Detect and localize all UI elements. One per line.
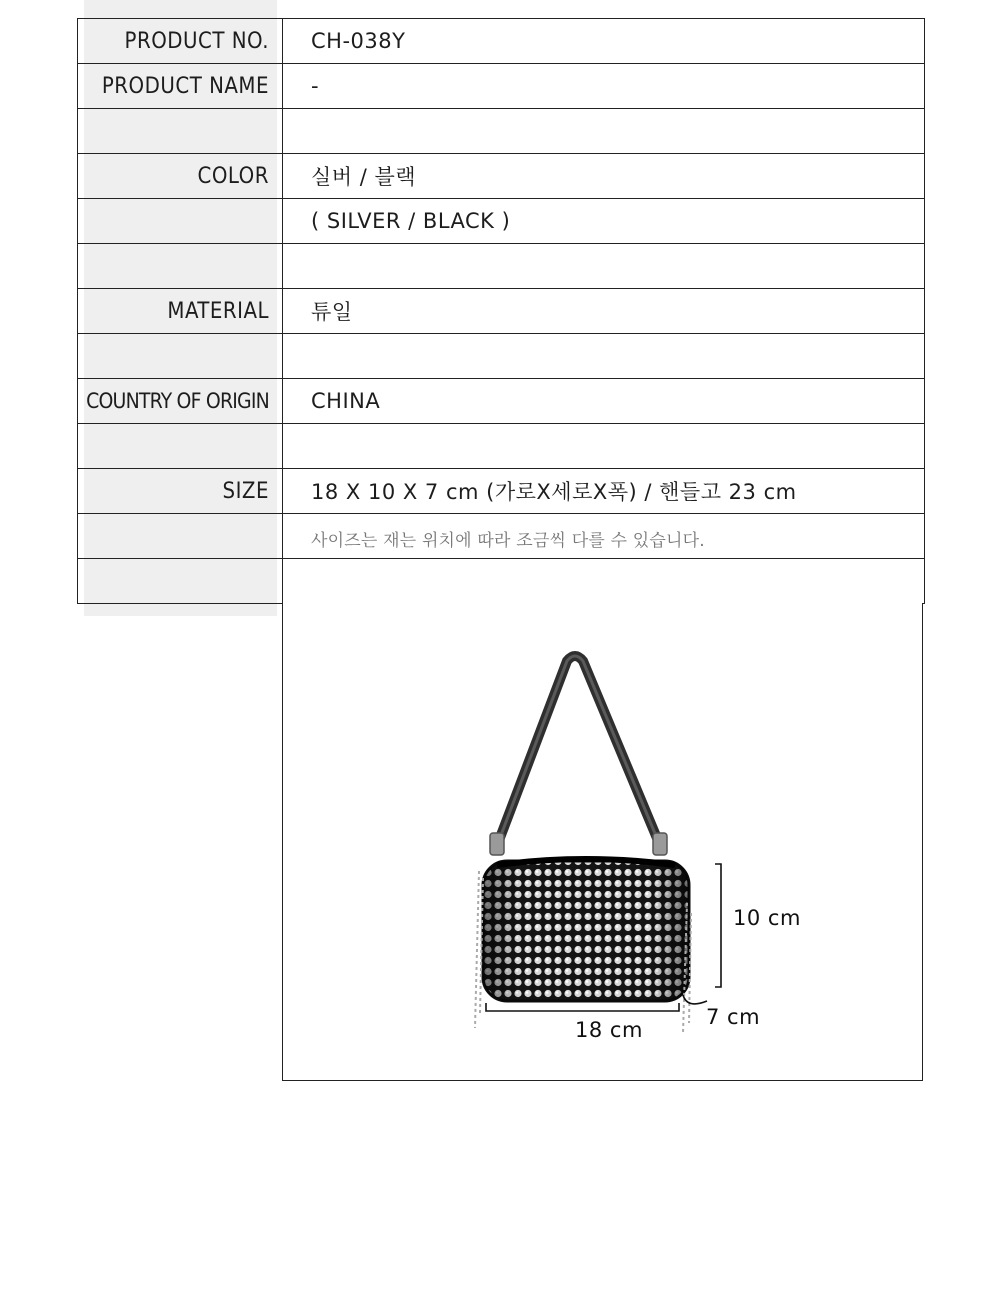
spec-row-material xyxy=(78,289,924,334)
height-dimension-label: 10 cm xyxy=(733,906,801,930)
spec-row-country-of-origin xyxy=(78,379,924,424)
spec-label xyxy=(78,244,283,288)
spec-row-empty xyxy=(78,559,924,604)
spec-row-empty xyxy=(78,109,924,154)
spec-row-product-no xyxy=(78,19,924,64)
spec-label xyxy=(78,559,283,603)
spec-value: - xyxy=(311,74,320,98)
spec-value xyxy=(283,244,924,288)
spec-label: SIZE xyxy=(78,469,283,513)
spec-label: PRODUCT NO. xyxy=(78,19,283,63)
spec-label: COUNTRY OF ORIGIN xyxy=(78,379,283,423)
spec-value: 튜일 xyxy=(311,300,353,324)
spec-row-color-english xyxy=(78,199,924,244)
spec-value: 실버 / 블랙 xyxy=(311,165,417,189)
spec-label: COLOR xyxy=(78,154,283,198)
spec-row-empty xyxy=(78,334,924,379)
spec-row-color xyxy=(78,154,924,199)
spec-row-empty xyxy=(78,424,924,469)
spec-label: PRODUCT NAME xyxy=(78,64,283,108)
spec-value xyxy=(283,424,924,468)
depth-dimension-label: 7 cm xyxy=(706,1005,761,1029)
spec-value: ( SILVER / BLACK ) xyxy=(311,209,511,233)
spec-value: CHINA xyxy=(311,389,381,413)
spec-label xyxy=(78,424,283,468)
spec-value: 사이즈는 재는 위치에 따라 조금씩 다를 수 있습니다. xyxy=(311,530,705,551)
spec-value xyxy=(283,109,924,153)
spec-label: MATERIAL xyxy=(78,289,283,333)
spec-value: 18 X 10 X 7 cm (가로X세로X폭) / 핸들고 23 cm xyxy=(311,480,797,504)
spec-value xyxy=(283,334,924,378)
rhinestone-barrel-bag-icon xyxy=(283,603,924,1081)
spec-label xyxy=(78,199,283,243)
spec-value: CH-038Y xyxy=(311,29,406,53)
spec-label xyxy=(78,514,283,558)
spec-row-product-name xyxy=(78,64,924,109)
spec-value xyxy=(283,559,924,603)
product-image-panel xyxy=(282,603,923,1081)
spec-label xyxy=(78,109,283,153)
spec-table xyxy=(77,18,925,604)
spec-label xyxy=(78,334,283,378)
spec-row-empty xyxy=(78,244,924,289)
width-dimension-label: 18 cm xyxy=(575,1018,643,1042)
spec-row-size-note xyxy=(78,514,924,559)
spec-row-size xyxy=(78,469,924,514)
